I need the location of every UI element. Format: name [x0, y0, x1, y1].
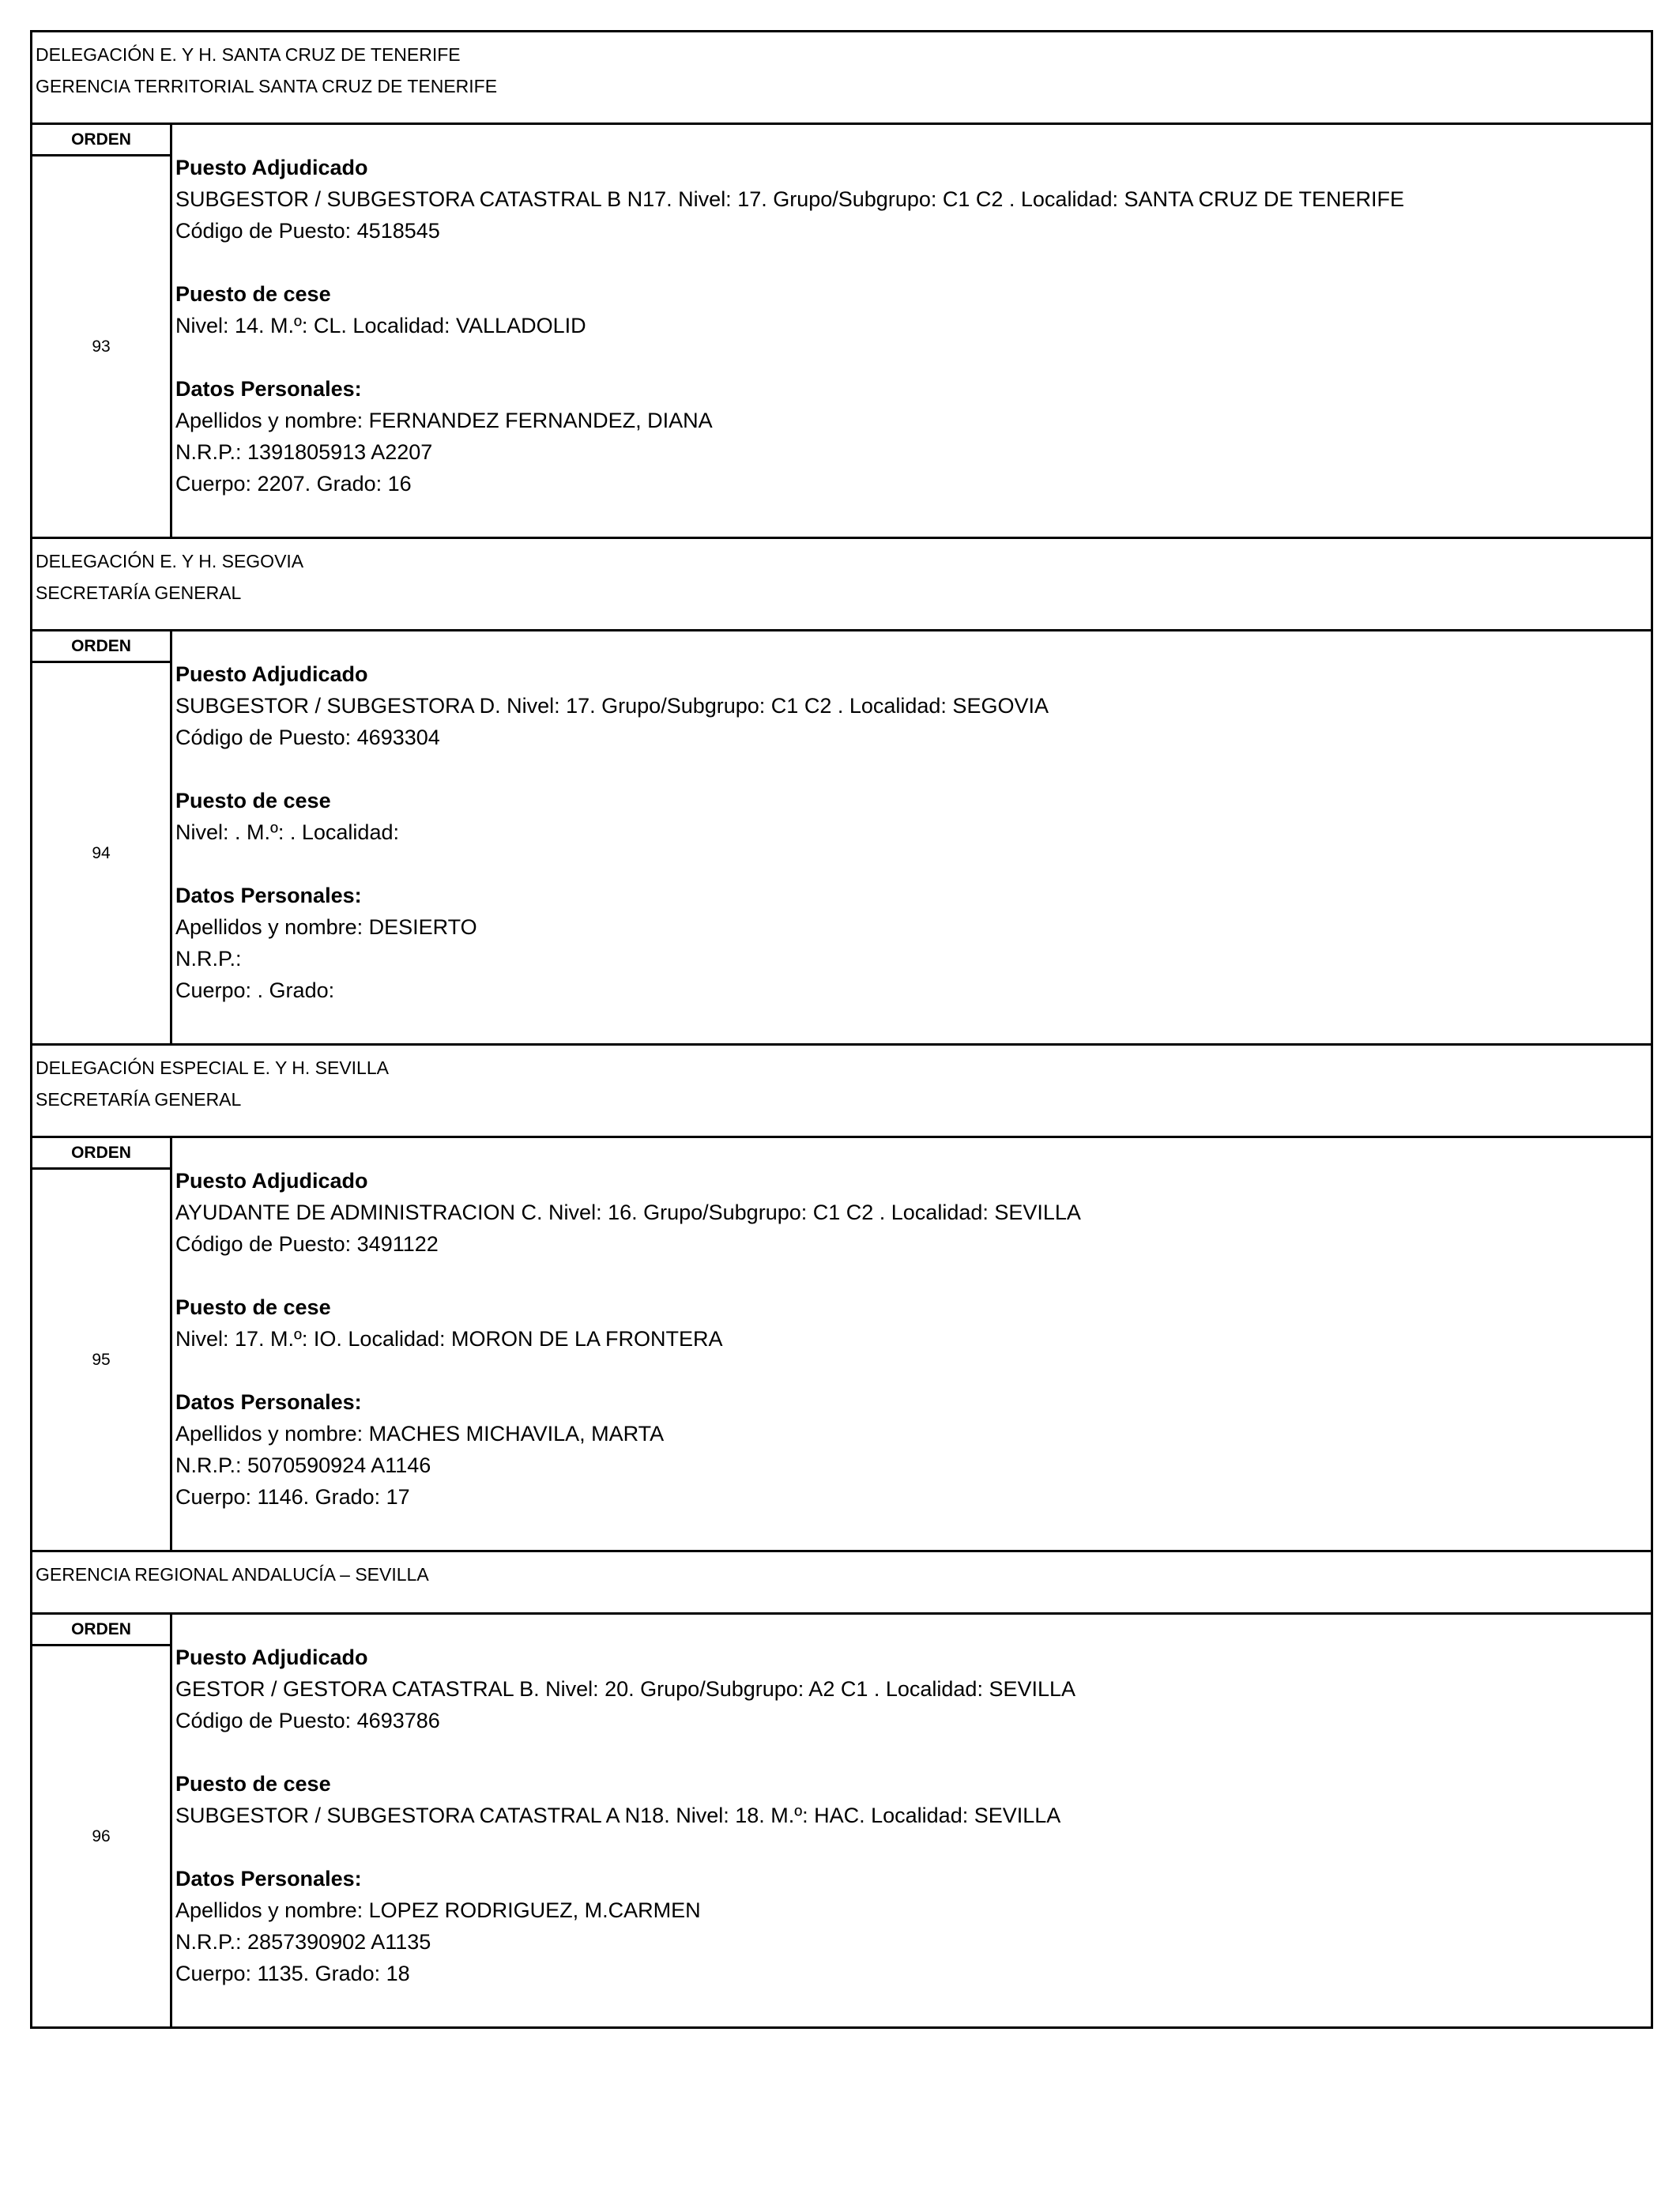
entry-header	[32, 1046, 1651, 1138]
organization-name: DELEGACIÓN E. Y H. SEGOVIA	[36, 551, 304, 571]
entry-details	[172, 631, 1651, 1043]
puesto-cese-value: Nivel: 17. M.º: IO. Localidad: MORON DE LA FRONTERA	[175, 1327, 723, 1351]
assignment-table	[30, 30, 1653, 2029]
orden-label: ORDEN	[32, 1615, 170, 1646]
spacer	[175, 1736, 1651, 1768]
codigo-puesto: Código de Puesto: 4518545	[175, 219, 440, 243]
puesto-cese-label: Puesto de cese	[175, 789, 331, 812]
puesto-adjudicado-label: Puesto Adjudicado	[175, 662, 368, 686]
apellidos-nombre: Apellidos y nombre: LOPEZ RODRIGUEZ, M.CARMEN	[175, 1898, 701, 1922]
orden-column	[32, 1615, 172, 2026]
orden-column	[32, 125, 172, 537]
puesto-adjudicado-value: SUBGESTOR / SUBGESTORA D. Nivel: 17. Grupo/Subgrupo: C1 C2 . Localidad: SEGOVIA	[175, 694, 1049, 718]
entry-section	[32, 1046, 1651, 1552]
datos-personales-label: Datos Personales:	[175, 1867, 362, 1891]
spacer	[175, 247, 1651, 278]
orden-label: ORDEN	[32, 125, 170, 156]
entry-header	[32, 32, 1651, 125]
datos-personales-label: Datos Personales:	[175, 377, 362, 401]
puesto-adjudicado-value: GESTOR / GESTORA CATASTRAL B. Nivel: 20. Grupo/Subgrupo: A2 C1 . Localidad: SEVILLA	[175, 1677, 1076, 1701]
puesto-cese-label: Puesto de cese	[175, 1772, 331, 1796]
nrp: N.R.P.: 2857390902 A1135	[175, 1930, 431, 1954]
entry-header	[32, 1552, 1651, 1615]
spacer	[175, 1260, 1651, 1291]
department-name: SECRETARÍA GENERAL	[36, 582, 242, 603]
entry-body	[32, 1615, 1651, 2026]
entry-body	[32, 631, 1651, 1043]
orden-column	[32, 631, 172, 1043]
datos-personales-label: Datos Personales:	[175, 1390, 362, 1414]
spacer	[175, 1355, 1651, 1386]
organization-name: GERENCIA REGIONAL ANDALUCÍA – SEVILLA	[36, 1564, 429, 1585]
organization-name: DELEGACIÓN ESPECIAL E. Y H. SEVILLA	[36, 1057, 389, 1078]
orden-number: 94	[92, 843, 111, 862]
entry-section	[32, 539, 1651, 1046]
orden-number: 96	[92, 1826, 111, 1845]
organization-name: DELEGACIÓN E. Y H. SANTA CRUZ DE TENERIFE	[36, 44, 461, 65]
nrp: N.R.P.: 1391805913 A2207	[175, 440, 433, 464]
puesto-adjudicado-label: Puesto Adjudicado	[175, 1169, 368, 1193]
orden-label: ORDEN	[32, 1138, 170, 1170]
codigo-puesto: Código de Puesto: 3491122	[175, 1232, 439, 1256]
department-name: SECRETARÍA GENERAL	[36, 1089, 242, 1110]
entry-details	[172, 1138, 1651, 1550]
puesto-cese-value: Nivel: 14. M.º: CL. Localidad: VALLADOLID	[175, 314, 586, 337]
datos-personales-label: Datos Personales:	[175, 884, 362, 907]
codigo-puesto: Código de Puesto: 4693786	[175, 1709, 440, 1732]
cuerpo-grado: Cuerpo: . Grado:	[175, 978, 335, 1002]
puesto-cese-label: Puesto de cese	[175, 1295, 331, 1319]
entry-details	[172, 125, 1651, 537]
puesto-adjudicado-label: Puesto Adjudicado	[175, 1646, 368, 1669]
orden-number: 95	[92, 1350, 111, 1369]
department-name: GERENCIA TERRITORIAL SANTA CRUZ DE TENERIFE	[36, 76, 498, 96]
apellidos-nombre: Apellidos y nombre: DESIERTO	[175, 915, 477, 939]
puesto-adjudicado-value: AYUDANTE DE ADMINISTRACION C. Nivel: 16. Grupo/Subgrupo: C1 C2 . Localidad: SEVILLA	[175, 1201, 1081, 1224]
cuerpo-grado: Cuerpo: 1146. Grado: 17	[175, 1485, 410, 1509]
apellidos-nombre: Apellidos y nombre: MACHES MICHAVILA, MARTA	[175, 1422, 665, 1446]
nrp: N.R.P.:	[175, 947, 242, 971]
entry-header	[32, 539, 1651, 631]
orden-column	[32, 1138, 172, 1550]
puesto-adjudicado-label: Puesto Adjudicado	[175, 156, 368, 179]
orden-number: 93	[92, 337, 111, 356]
puesto-cese-value: SUBGESTOR / SUBGESTORA CATASTRAL A N18. Nivel: 18. M.º: HAC. Localidad: SEVILLA	[175, 1804, 1061, 1827]
puesto-cese-label: Puesto de cese	[175, 282, 331, 306]
entry-body	[32, 125, 1651, 537]
codigo-puesto: Código de Puesto: 4693304	[175, 726, 440, 749]
entry-details	[172, 1615, 1651, 2026]
puesto-cese-value: Nivel: . M.º: . Localidad:	[175, 820, 399, 844]
puesto-adjudicado-value: SUBGESTOR / SUBGESTORA CATASTRAL B N17. Nivel: 17. Grupo/Subgrupo: C1 C2 . Localidad: SANTA CRUZ DE TENERIFE	[175, 187, 1405, 211]
cuerpo-grado: Cuerpo: 2207. Grado: 16	[175, 472, 412, 496]
spacer	[175, 1831, 1651, 1863]
entry-section	[32, 32, 1651, 539]
orden-label: ORDEN	[32, 631, 170, 663]
spacer	[175, 341, 1651, 373]
entry-body	[32, 1138, 1651, 1550]
spacer	[175, 753, 1651, 785]
apellidos-nombre: Apellidos y nombre: FERNANDEZ FERNANDEZ, DIANA	[175, 409, 713, 432]
nrp: N.R.P.: 5070590924 A1146	[175, 1453, 431, 1477]
spacer	[175, 848, 1651, 880]
cuerpo-grado: Cuerpo: 1135. Grado: 18	[175, 1962, 410, 1985]
entry-section	[32, 1552, 1651, 2026]
